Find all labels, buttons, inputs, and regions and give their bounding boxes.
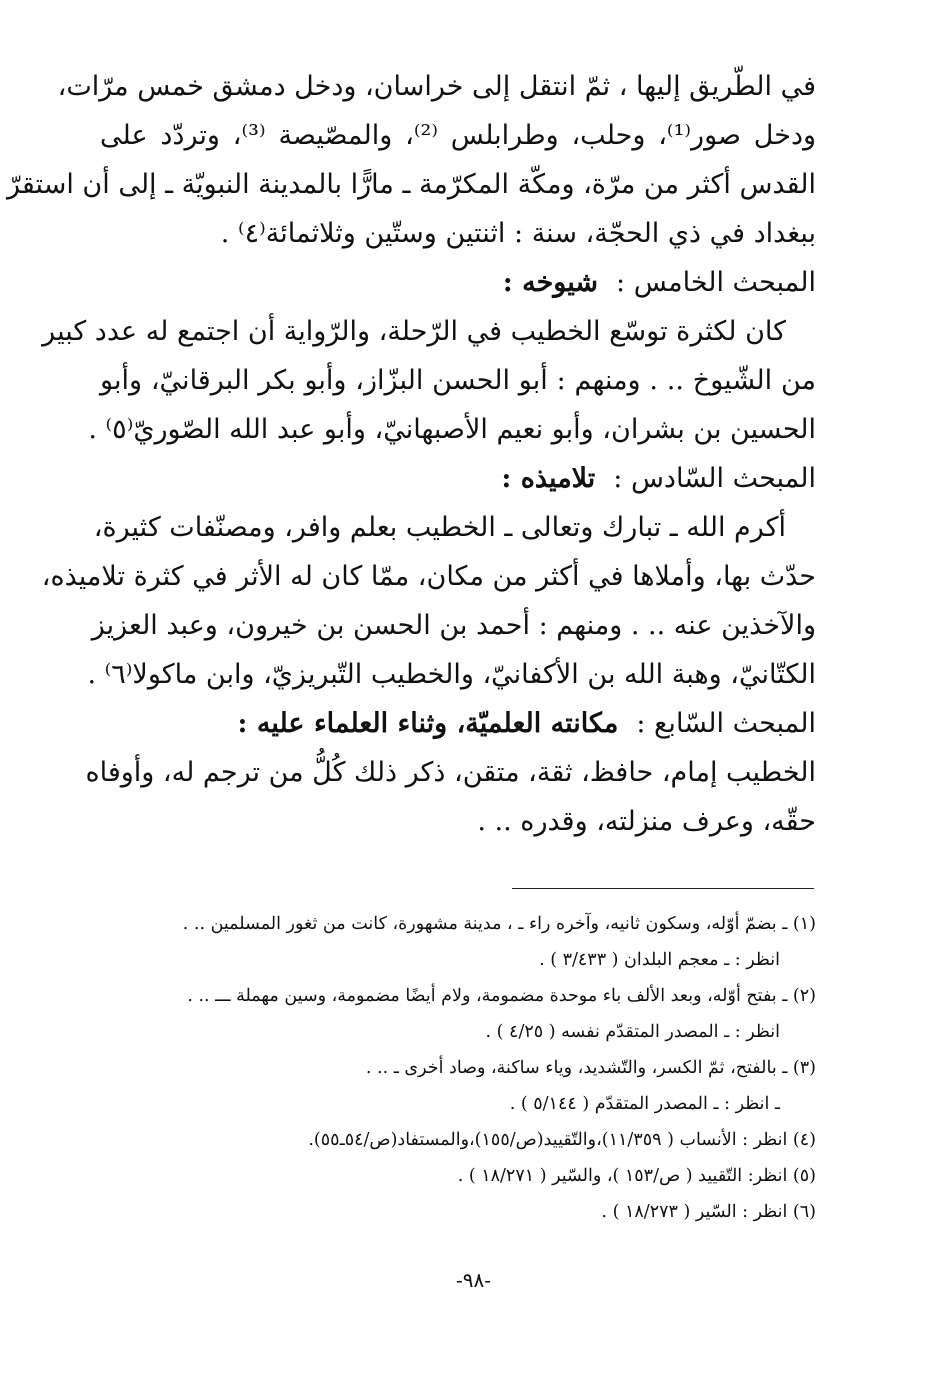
text-line: الحسين بن بشران، وأبو نعيم الأصبهانيّ، وأبو عبد الله الصّوريّ⁽٥⁾ .	[88, 414, 816, 445]
footnote-separator	[512, 888, 814, 889]
heading-prefix: المبحث السّابع :	[636, 708, 816, 739]
section-heading-teachers	[100, 258, 816, 307]
text-line: والآخذين عنه .. . ومنهم : أحمد بن الحسن بن خيرون، وعبد العزيز	[91, 610, 816, 641]
heading-title: مكانته العلميّة، وثناء العلماء عليه :	[237, 708, 619, 739]
footnote-line: (١) ـ بضمّ أوّله، وسكون ثانيه، وآخره راء ـ ، مدينة مشهورة، كانت من ثغور المسلمين .. .	[182, 914, 816, 934]
footnotes	[100, 906, 816, 1230]
footnote-line: انظر : ـ المصدر المتقدّم نفسه ( ٤/٢٥ ) .	[485, 1022, 780, 1042]
text-line: القدس أكثر من مرّة، ومكّة المكرّمة ـ مارًّا بالمدينة النبويّة ـ إلى أن استقرّ	[7, 169, 816, 200]
paragraph-students	[41, 503, 816, 699]
footnote-line: (٥) انظر: التّقييد ( ص/١٥٣ )، والسّير ( ١٨/٢٧١ ) .	[457, 1166, 816, 1186]
section-heading-students	[100, 454, 816, 503]
text-line: ودخل صور⁽¹⁾، وحلب، وطرابلس ⁽²⁾، والمصّيصة ⁽³⁾، وتردّد على	[100, 120, 817, 151]
heading-title: تلاميذه :	[501, 463, 596, 494]
text-line: الخطيب إمام، حافظ، ثقة، متقن، ذكر ذلك كُلُّ من ترجم له، وأوفاه	[85, 757, 816, 788]
text-line: في الطّريق إليها ، ثمّ انتقل إلى خراسان، ودخل دمشق خمس مرّات،	[57, 71, 816, 102]
section-heading-status	[100, 699, 816, 748]
text-line: من الشّيوخ .. . ومنهم : أبو الحسن البزّاز، وأبو بكر البرقانيّ، وأبو	[100, 365, 816, 396]
footnote-line: انظر : ـ معجم البلدان ( ٣/٤٣٣ ) .	[539, 950, 780, 970]
text-line: حقّه، وعرف منزلته، وقدره .. .	[477, 806, 816, 837]
text-line: حدّث بها، وأملاها في أكثر من مكان، ممّا كان له الأثر في كثرة تلاميذه،	[41, 561, 816, 592]
main-text	[7, 62, 817, 846]
footnote-line: (٤) انظر : الأنساب ( ١١/٣٥٩)،والتّقييد(ص/١٥٥)،والمستفاد(ص/٥٤ـ٥٥).	[308, 1130, 816, 1150]
paragraph-status	[85, 748, 816, 846]
page-number: -٩٨-	[455, 1268, 491, 1292]
heading-title: شيوخه :	[502, 267, 599, 298]
footnote-line: (٢) ـ بفتح أوّله، وبعد الألف باء موحدة مضمومة، ولام أيضًا مضمومة، وسين مهملة ـــ .. .	[187, 986, 816, 1006]
footnote-line: (٦) انظر : السّير ( ١٨/٢٧٣ ) .	[601, 1202, 816, 1222]
paragraph-travels	[7, 62, 817, 258]
paragraph-teachers	[42, 307, 816, 454]
heading-prefix: المبحث السّادس :	[613, 463, 816, 494]
footnote-line: (٣) ـ بالفتح، ثمّ الكسر، والتّشديد، وياء ساكنة، وصاد أخرى ـ .. .	[365, 1058, 816, 1078]
heading-prefix: المبحث الخامس :	[616, 267, 816, 298]
text-line: أكرم الله ـ تبارك وتعالى ـ الخطيب بعلم وافر، ومصنّفات كثيرة،	[93, 512, 786, 543]
text-line: كان لكثرة توسّع الخطيب في الرّحلة، والرّواية أن اجتمع له عدد كبير	[42, 316, 786, 347]
footnote-line: ـ انظر : ـ المصدر المتقدّم ( ٥/١٤٤ ) .	[509, 1094, 780, 1114]
text-line: ببغداد في ذي الحجّة، سنة : اثنتين وستّين وثلاثمائة⁽٤⁾ .	[220, 218, 816, 249]
text-line: الكتّانيّ، وهبة الله بن الأكفانيّ، والخطيب التّبريزيّ، وابن ماكولا⁽٦⁾ .	[87, 659, 816, 690]
